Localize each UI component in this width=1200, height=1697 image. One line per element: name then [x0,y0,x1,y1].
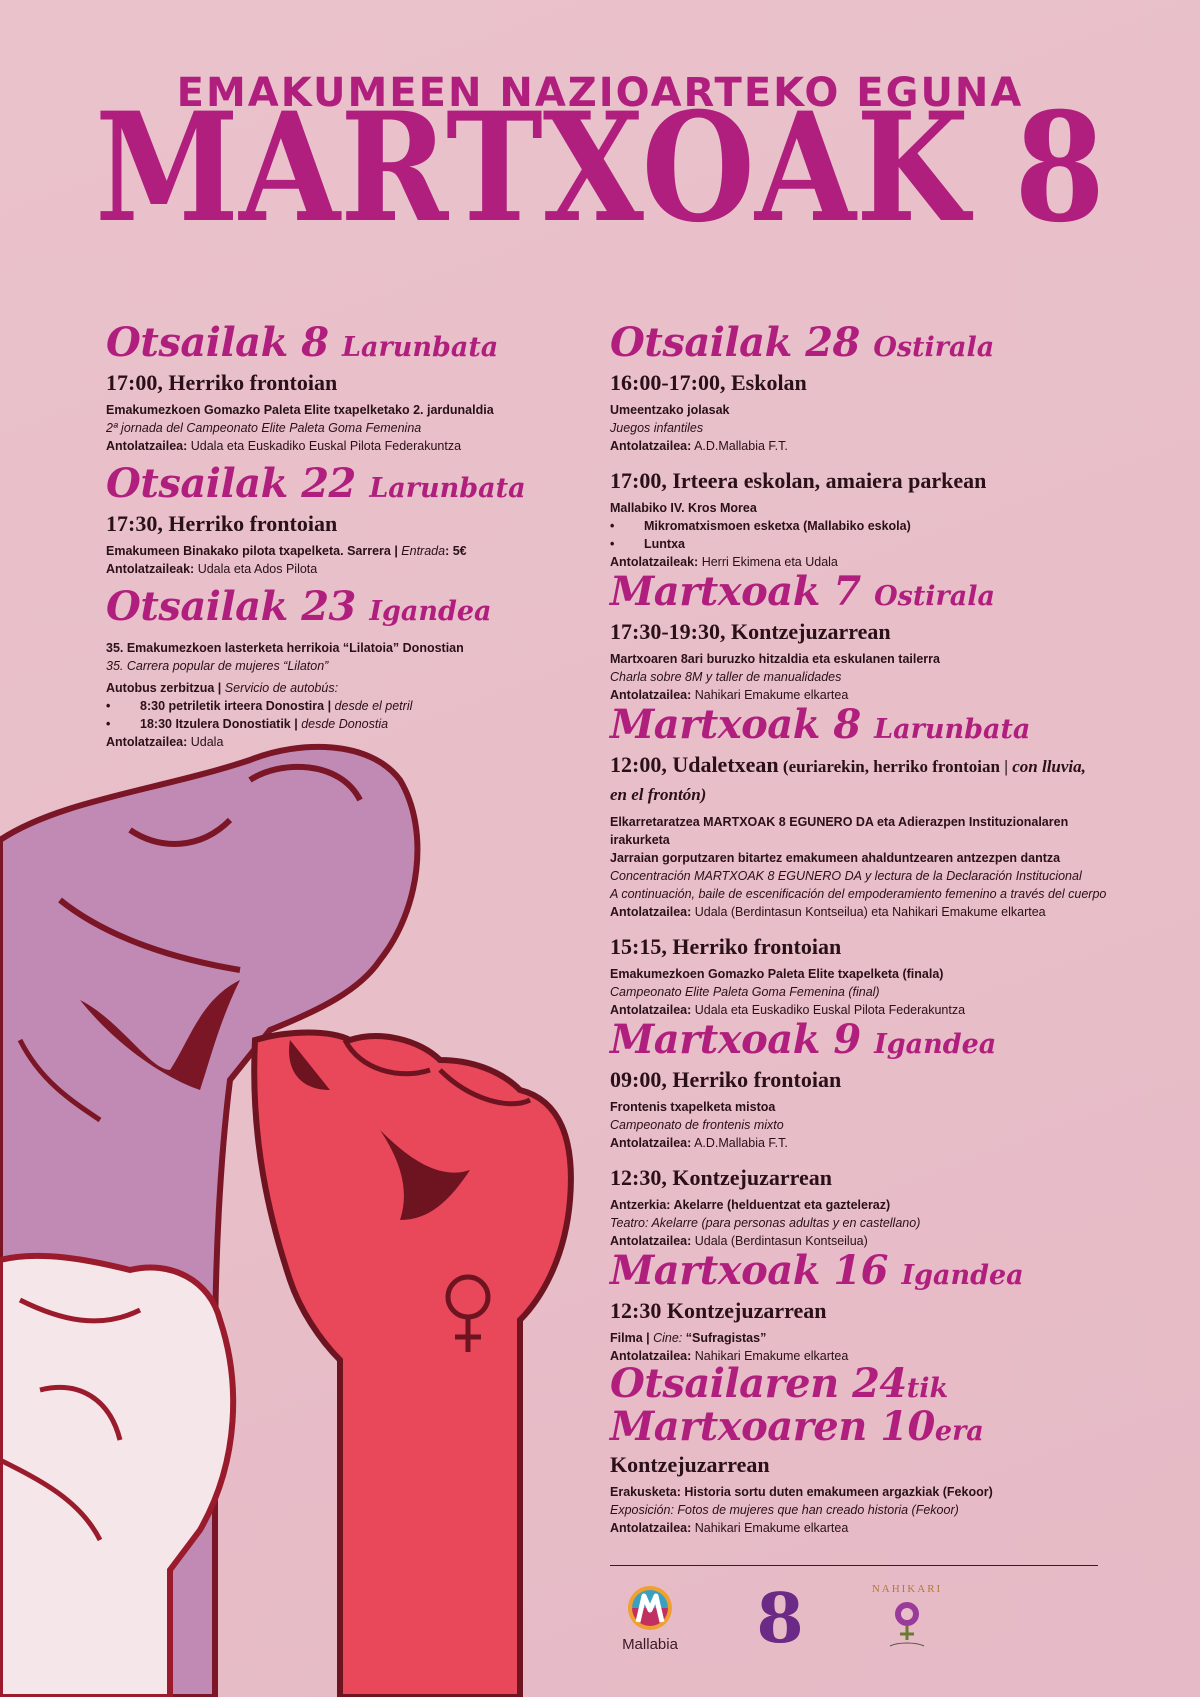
bus-service: Autobus zerbitzua | Servicio de autobús: [106,681,339,695]
event-desc-eu: Jarraian gorputzaren bitartez emakumeen ahalduntzearen antzezpen dantza [610,851,1061,865]
list-item: • 18:30 Itzulera Donostiatik | desde Donostia [106,715,576,733]
raised-fists-illustration [0,740,600,1697]
event-desc: Emakumeen Binakako pilota txapelketa. Sarrera | Entrada: 5€ [106,544,467,558]
event-weekday: Igandea [901,1260,1024,1291]
event-time: 17:00, Herriko frontoian [106,370,338,395]
event-weekday: Larunbata [341,332,499,363]
event-weekday: Igandea [369,596,492,627]
event-date: Otsailak 22 [106,460,356,507]
event-desc-es: Teatro: Akelarre (para personas adultas y en castellano) [610,1216,921,1230]
event-desc-eu: Mallabiko IV. Kros Morea [610,501,757,515]
event-feb28 [610,319,1120,571]
event-date: Otsailaren 24 [610,1360,907,1407]
nahikari-logo [872,1580,942,1652]
event-time: 15:15, Herriko frontoian [610,934,842,959]
event-desc-eu: Emakumezkoen Gomazko Paleta Elite txapelketako 2. jardunaldia [106,403,494,417]
event-organizer: Antolatzailea: A.D.Mallabia F.T. [610,1136,788,1150]
event-organizer: Antolatzailea: Udala (Berdintasun Kontseilua) [610,1234,868,1248]
event-desc-eu: Antzerkia: Akelarre (helduentzat eta gazteleraz) [610,1198,891,1212]
event-desc-es: A continuación, baile de escenificación del empoderamiento femenino a través del cuerpo [610,887,1107,901]
event-feb22 [106,460,576,578]
event-feb23 [106,583,576,751]
event-desc-eu: Elkarretaratzea MARTXOAK 8 EGUNERO DA eta Adierazpen Instituzionalaren irakurketa [610,815,1069,847]
event-weekday: Larunbata [874,714,1031,745]
eight-logo [755,1584,805,1650]
event-desc-eu: Emakumezkoen Gomazko Paleta Elite txapelketa (finala) [610,967,944,981]
left-column [106,319,576,751]
event-organizer: Antolatzailea: Udala (Berdintasun Kontseilua) eta Nahikari Emakume elkartea [610,905,1046,919]
event-date: Martxoak 16 [610,1247,888,1294]
event-organizer: Antolatzailea: A.D.Mallabia F.T. [610,439,788,453]
event-time: 17:30, Herriko frontoian [106,511,338,536]
right-column [610,319,1120,1537]
list-item: • Luntxa [610,535,1120,553]
event-time: 12:30 Kontzejuzarrean [610,1298,827,1323]
footer-divider [610,1565,1098,1566]
red-fist [254,1033,571,1697]
event-desc-es: Juegos infantiles [610,421,704,435]
poster-title [92,92,1108,242]
event-desc-eu: Martxoaren 8ari buruzko hitzaldia eta eskulanen tailerra [610,652,940,666]
event-organizer: Antolatzailea: Udala eta Euskadiko Euskal Pilota Federakuntza [106,439,462,453]
event-desc-eu: Umeentzako jolasak [610,403,730,417]
mallabia-logo [610,1584,690,1654]
event-desc-eu: Frontenis txapelketa mistoa [610,1100,776,1114]
event-date: Martxoak 8 [610,701,861,748]
event-time: 17:00, Irteera eskolan, amaiera parkean [610,468,987,493]
event-organizer: Antolatzailea: Nahikari Emakume elkartea [610,688,849,702]
event-date: Martxoak 7 [610,568,861,615]
mallabia-logo-label: Mallabia [622,1636,678,1653]
event-date: Otsailak 23 [106,583,356,630]
event-time: 16:00-17:00, Eskolan [610,370,807,395]
event-desc-es: Exposición: Fotos de mujeres que han creado historia (Fekoor) [610,1503,959,1517]
event-desc-eu: 35. Emakumezkoen lasterketa herrikoia “Lilatoia” Donostian [106,641,464,655]
event-organizer: Antolatzaileak: Herri Ekimena eta Udala [610,555,838,569]
list-item: • 8:30 petriletik irteera Donostira | desde el petril [106,697,576,715]
event-desc-es: Concentración MARTXOAK 8 EGUNERO DA y lectura de la Declaración Institucional [610,869,1082,883]
event-location: Kontzejuzarrean [610,1452,770,1477]
event-mar7 [610,568,1120,704]
event-time: 17:30-19:30, Kontzejuzarrean [610,619,891,644]
event-desc-es: Campeonato Elite Paleta Goma Femenina (final) [610,985,880,999]
event-mar8 [610,701,1120,1019]
event-time: 09:00, Herriko frontoian [610,1067,842,1092]
poster-title-text: MARTXOAK 8 [95,92,1105,242]
eight-logo-text: 8 [756,1584,804,1650]
event-desc-eu: Erakusketa: Historia sortu duten emakumeen argazkiak (Fekoor) [610,1485,993,1499]
event-desc: Filma | Cine: “Sufragistas” [610,1331,767,1345]
poster-subtitle: EMAKUMEEN NAZIOARTEKO EGUNA [176,70,1024,116]
event-date: Martxoaren 10 [610,1403,935,1450]
nahikari-logo-text: NAHIKARI [872,1583,942,1595]
event-time: 12:00, Udaletxean (euriarekin, herriko frontoian | con lluvia, en el frontón) [610,752,1086,804]
event-organizer: Antolatzailea: Nahikari Emakume elkartea [610,1521,849,1535]
event-weekday: Larunbata [369,473,526,504]
event-time: 12:30, Kontzejuzarrean [610,1165,832,1190]
event-weekday: Ostirala [874,581,996,612]
mallabia-logo-icon [610,1584,690,1636]
event-exhibition: Otsailaren 24tik Martxoaren 10era Kontzejuzarrean Erakusketa: Historia sortu duten emakumeen argazkiak (Fekoor) Exposición: Fotos de mujeres que han creado historia (Fekoor) Antolatzailea: Nahikari Emakume elkartea [610,1365,1120,1537]
event-mar16 [610,1247,1120,1365]
event-weekday: Ostirala [873,332,995,363]
event-mar9 [610,1016,1120,1250]
event-desc-es: 35. Carrera popular de mujeres “Lilaton” [106,659,329,673]
event-organizer: Antolatzailea: Nahikari Emakume elkartea [610,1349,849,1363]
event-organizer: Antolatzaileak: Udala eta Ados Pilota [106,562,318,576]
event-desc-es: 2ª jornada del Campeonato Elite Paleta Goma Femenina [106,421,422,435]
event-feb8 [106,319,576,455]
event-organizer: Antolatzailea: Udala [106,735,224,749]
event-desc-es: Campeonato de frontenis mixto [610,1118,784,1132]
event-desc-es: Charla sobre 8M y taller de manualidades [610,670,842,684]
list-item: • Mikromatxismoen esketxa (Mallabiko eskola) [610,517,1120,535]
event-date: Otsailak 8 [106,319,329,366]
event-date: Otsailak 28 [610,319,860,366]
event-organizer: Antolatzailea: Udala eta Euskadiko Euskal Pilota Federakuntza [610,1003,966,1017]
event-date: Martxoak 9 [610,1016,861,1063]
event-weekday: Igandea [874,1029,997,1060]
